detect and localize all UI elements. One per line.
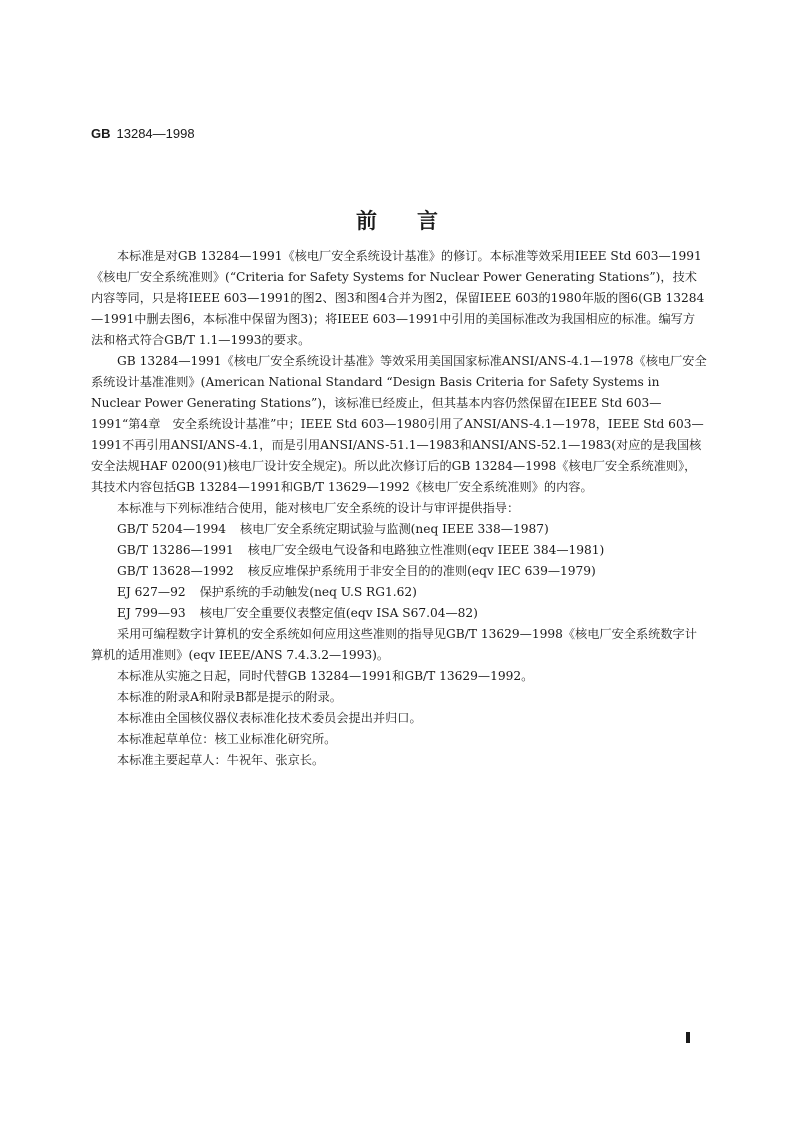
standard-title: 核电厂安全系统定期试验与监测(neq IEEE 338—1987): [240, 522, 549, 536]
standard-code: EJ 799—93: [117, 606, 186, 620]
paragraph-proposer: 本标准由全国核仪器仪表标准化技术委员会提出并归口。: [117, 711, 422, 725]
related-standard-item: [91, 603, 707, 624]
standard-title: 核电厂安全级电气设备和电路独立性准则(eqv IEEE 384—1981): [247, 543, 605, 557]
paragraph-revision: 本标准是对GB 13284—1991《核电厂安全系统设计基准》的修订。本标准等效采用IEEE Std 603—1991《核电厂安全系统准则》(“Criteria for Safety Systems for Nuclear Power Generating Stations”)，技术内容等同，只是将IEEE 603—1991的图2、图3和图4合并为图2，保留IEEE 603的1980年版的图6(GB 13284—1991中删去图6，本标准中保留为图3)；将IEEE 603—1991中引用的美国标准改为我国相应的标准。编写方法和格式符合GB/T 1.1—1993的要求。: [91, 249, 705, 347]
standard-code: EJ 627—92: [117, 585, 186, 599]
page-title: 前言: [356, 208, 478, 233]
standard-title: 核反应堆保护系统用于非安全目的的准则(eqv IEC 639—1979): [247, 564, 596, 578]
standard-code: GB/T 13286—1991: [117, 543, 234, 557]
standard-code: GB/T 5204—1994: [117, 522, 227, 536]
standard-title: 核电厂安全重要仪表整定值(eqv ISA S67.04—82): [199, 606, 478, 620]
header-standard-number: 13284—1998: [116, 126, 195, 141]
page-number: [686, 1032, 690, 1043]
related-standard-item: [91, 582, 707, 603]
standard-title: 保护系统的手动触发(neq U.S RG1.62): [199, 585, 417, 599]
paragraph-drafters: 本标准主要起草人：牛祝年、张京长。: [117, 753, 325, 767]
paragraph-digital-computer-guide: 采用可编程数字计算机的安全系统如何应用这些准则的指导见GB/T 13629—1998《核电厂安全系统数字计算机的适用准则》(eqv IEEE/ANS 7.4.3.2—1993)。: [91, 627, 697, 662]
related-standard-item: [91, 519, 707, 540]
paragraph-history: GB 13284—1991《核电厂安全系统设计基准》等效采用美国国家标准ANSI/ANS-4.1—1978《核电厂安全系统设计基准准则》(American National Standard “Design Basis Criteria for Safety Systems in Nuclear Power Generating Stations”)，该标准已经废止，但其基本内容仍然保留在IEEE Std 603—1991“第4章 安全系统设计基准”中；IEEE Std 603—1980引用了ANSI/ANS-4.1—1978，IEEE Std 603—1991不再引用ANSI/ANS-4.1，而是引用ANSI/ANS-51.1—1983和ANSI/ANS-52.1—1983(对应的是我国核安全法规HAF 0200(91)核电厂设计安全规定)。所以此次修订后的GB 13284—1998《核电厂安全系统准则》，其技术内容包括GB 13284—1991和GB/T 13629—1992《核电厂安全系统准则》的内容。: [91, 354, 707, 494]
paragraph-replacement: 本标准从实施之日起，同时代替GB 13284—1991和GB/T 13629—1992。: [117, 669, 534, 683]
related-standard-item: [91, 561, 707, 582]
paragraph-appendices: 本标准的附录A和附录B都是提示的附录。: [117, 690, 342, 704]
header-gb: GB: [91, 126, 111, 141]
paragraph-drafting-unit: 本标准起草单位：核工业标准化研究所。: [117, 732, 337, 746]
document-body: [91, 246, 707, 771]
document-header: [91, 126, 195, 141]
related-standard-item: [91, 540, 707, 561]
paragraph-related-intro: 本标准与下列标准结合使用，能对核电厂安全系统的设计与审评提供指导：: [117, 501, 520, 515]
standard-code: GB/T 13628—1992: [117, 564, 234, 578]
